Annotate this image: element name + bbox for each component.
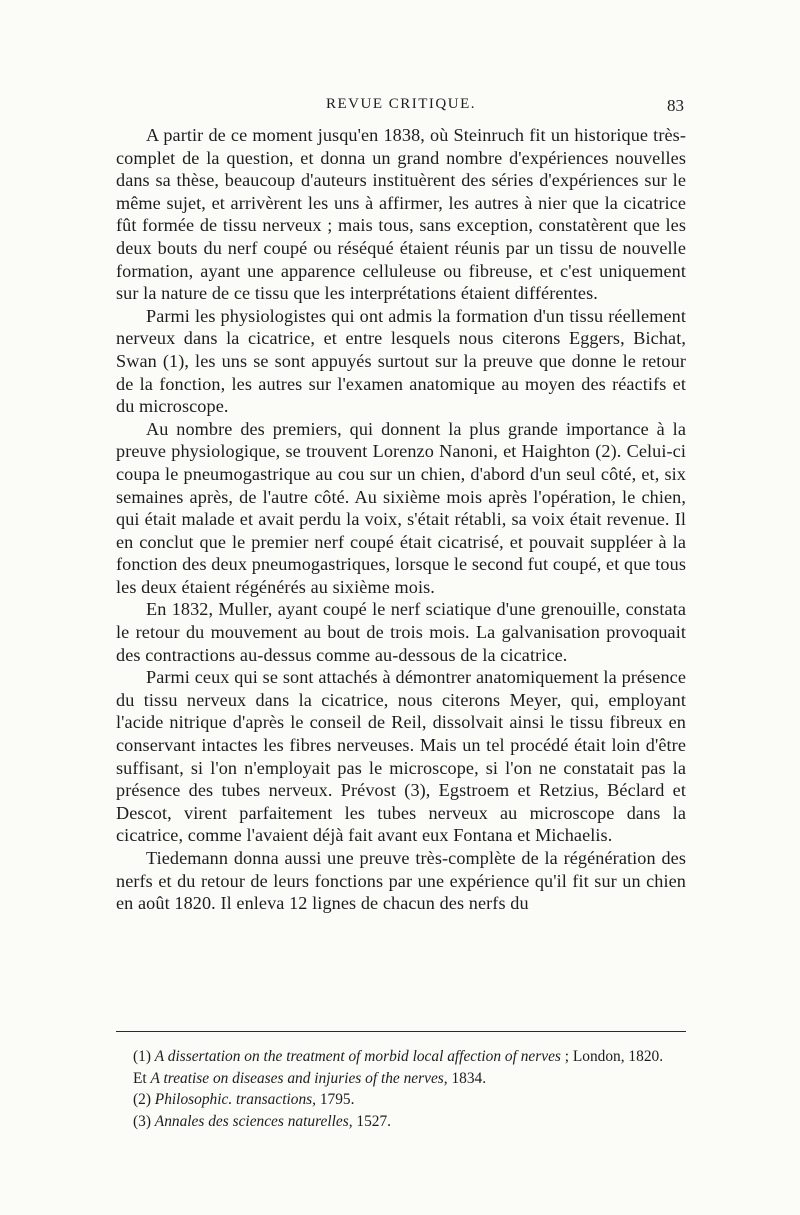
page-header (116, 96, 686, 120)
page-number: 83 (667, 96, 684, 115)
footnote-title: A dissertation on the treatment of morbid local affection of nerves (154, 1048, 561, 1065)
paragraph: Parmi les physiologistes qui ont admis la formation d'un tissu réellement nerveux dans la cicatrice, et entre lesquels nous citerons Eggers, Bichat, Swan (1), les uns se sont appuyés surtout sur la preuve que donne le retour de la fonction, les autres sur l'examen anatomique au moyen des réactifs et du microscope. (116, 305, 686, 417)
footnote (133, 1046, 686, 1068)
footnote-prefix: (1) (133, 1048, 155, 1065)
footnote-suffix: 1795. (315, 1091, 355, 1109)
body-text (116, 124, 686, 915)
paragraph: Au nombre des premiers, qui donnent la plus grande importance à la preuve physiologique, se trouvent Lorenzo Nanoni, et Haighton (2). Celui-ci coupa le pneumogastrique au cou sur un chien, d'abord d'un seul côté, et, six semaines après, de l'autre côté. Au sixième mois après l'opération, le chien, qui était malade et avait perdu la voix, s'était rétabli, sa voix était revenue. Il en conclut que le premier nerf coupé était cicatrisé, et pouvait suppléer à la fonction des deux pneumogastriques, lorsque le second fut coupé, et que tous les deux étaient régénérés au sixième mois. (116, 418, 686, 597)
paragraph: Parmi ceux qui se sont attachés à démontrer anatomiquement la présence du tissu nerveux dans la cicatrice, nous citerons Meyer, qui, employant l'acide nitrique d'après le conseil de Reil, dissolvait ainsi le tissu fibreux en conservant intactes les fibres nerveuses. Mais un tel procédé était loin d'être suffisant, si l'on n'employait pas le microscope, si l'on ne constatait pas la présence des tubes nerveux. Prévost (3), Egstroem et Retzius, Béclard et Descot, virent parfaitement les tubes nerveux au microscope dans la cicatrice, comme l'avaient déjà fait avant eux Fontana et Michaelis. (116, 667, 686, 846)
footnote (133, 1068, 686, 1090)
footnote-suffix: 1527. (352, 1112, 392, 1130)
footnote-suffix: 1834. (447, 1069, 487, 1087)
footnote (133, 1111, 686, 1133)
footnote-suffix: ; London, 1820. (560, 1048, 664, 1065)
footnote-title: Philosophic. transactions, (154, 1091, 316, 1109)
footnote-prefix: (3) (133, 1112, 155, 1130)
footnote-title: A treatise on diseases and injuries of the nerves, (150, 1069, 448, 1087)
paragraph: En 1832, Muller, ayant coupé le nerf sciatique d'une grenouille, constata le retour du mouvement au bout de trois mois. La galvanisation provoquait des contractions au-dessus comme au-dessous de la cicatrice. (116, 599, 686, 665)
footnote (133, 1089, 686, 1111)
footnote-prefix: (2) (133, 1091, 155, 1109)
running-title: REVUE CRITIQUE. (326, 96, 476, 112)
footnotes (133, 1046, 686, 1132)
paragraph: Tiedemann donna aussi une preuve très-complète de la régénération des nerfs et du retour de leurs fonctions par une expérience qu'il fit sur un chien en août 1820. Il enleva 12 lignes de chacun des nerfs du (116, 848, 686, 914)
footnote-title: Annales des sciences naturelles, (154, 1112, 353, 1130)
footnote-prefix: Et (133, 1069, 151, 1087)
footnote-divider (116, 1031, 686, 1032)
paragraph: A partir de ce moment jusqu'en 1838, où Steinruch fit un historique très-complet de la question, et donna un grand nombre d'expériences nouvelles dans sa thèse, beaucoup d'auteurs instituèrent des séries d'expériences sur le même sujet, et arrivèrent les uns à affirmer, les autres à nier que la cicatrice fût formée de tissu nerveux ; mais tous, sans exception, constatèrent que les deux bouts du nerf coupé ou réséqué étaient réunis par un tissu de nouvelle formation, ayant une apparence celluleuse ou fibreuse, et c'est uniquement sur la nature de ce tissu que les interprétations étaient différentes. (116, 125, 686, 304)
